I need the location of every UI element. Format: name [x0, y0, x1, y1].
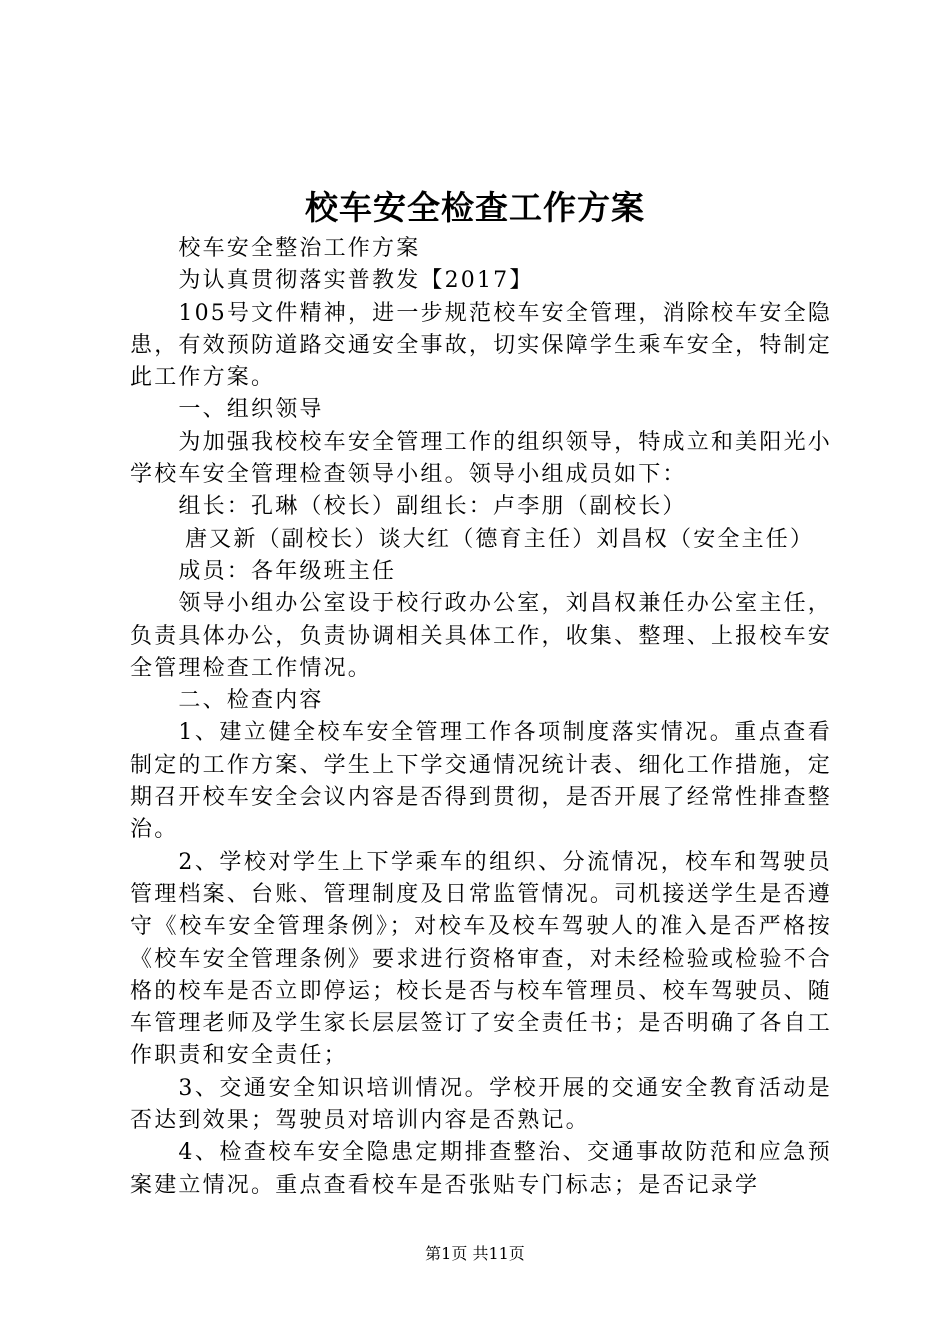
section-heading: 二、检查内容 [178, 688, 324, 714]
document-title: 校车安全检查工作方案 [305, 188, 645, 227]
paragraph: 校车安全整治工作方案 [178, 236, 421, 261]
paragraph: 1、建立健全校车安全管理工作各项制度落实情况。重点查看制定的工作方案、学生上下学交通情况统计表、细化工作措施，定期召开校车安全会议内容是否得到贯彻，是否开展了经常性排查整治。 [130, 720, 832, 843]
paragraph: 为加强我校校车安全管理工作的组织领导，特成立和美阳光小学校车安全管理检查领导小组。领导小组成员如下： [130, 429, 832, 488]
paragraph: 2、学校对学生上下学乘车的组织、分流情况，校车和驾驶员管理档案、台账、管理制度及日常监管情况。司机接送学生是否遵守《校车安全管理条例》；对校车及校车驾驶人的准入是否严格按《校车安全管理条例》要求进行资格审查，对未经检验或检验不合格的校车是否立即停运；校长是否与校车管理员、校车驾驶员、随车管理老师及学生家长层层签订了安全责任书；是否明确了各自工作职责和安全责任； [130, 849, 832, 1069]
paragraph: 领导小组办公室设于校行政办公室，刘昌权兼任办公室主任，负责具体办公，负责协调相关具体工作，收集、整理、上报校车安全管理检查工作情况。 [130, 591, 832, 681]
page-number: 第1页 共11页 [425, 1244, 525, 1263]
section-heading: 一、组织领导 [178, 397, 324, 423]
paragraph: 组长：孔琳（校长）副组长：卢李朋（副校长） [178, 494, 687, 520]
document-body [130, 233, 832, 1202]
paragraph: 唐又新（副校长）谈大红（德育主任）刘昌权（安全主任） [185, 526, 815, 552]
paragraph: 为认真贯彻落实普教发【2017】 [178, 268, 534, 294]
paragraph: 105号文件精神，进一步规范校车安全管理，消除校车安全隐患，有效预防道路交通安全事故，切实保障学生乘车安全，特制定此工作方案。 [130, 300, 832, 391]
paragraph: 4、检查校车安全隐患定期排查整治、交通事故防范和应急预案建立情况。重点查看校车是否张贴专门标志；是否记录学 [130, 1140, 832, 1198]
paragraph: 成员：各年级班主任 [178, 558, 397, 584]
paragraph: 3、交通安全知识培训情况。学校开展的交通安全教育活动是否达到效果；驾驶员对培训内容是否熟记。 [130, 1075, 832, 1134]
